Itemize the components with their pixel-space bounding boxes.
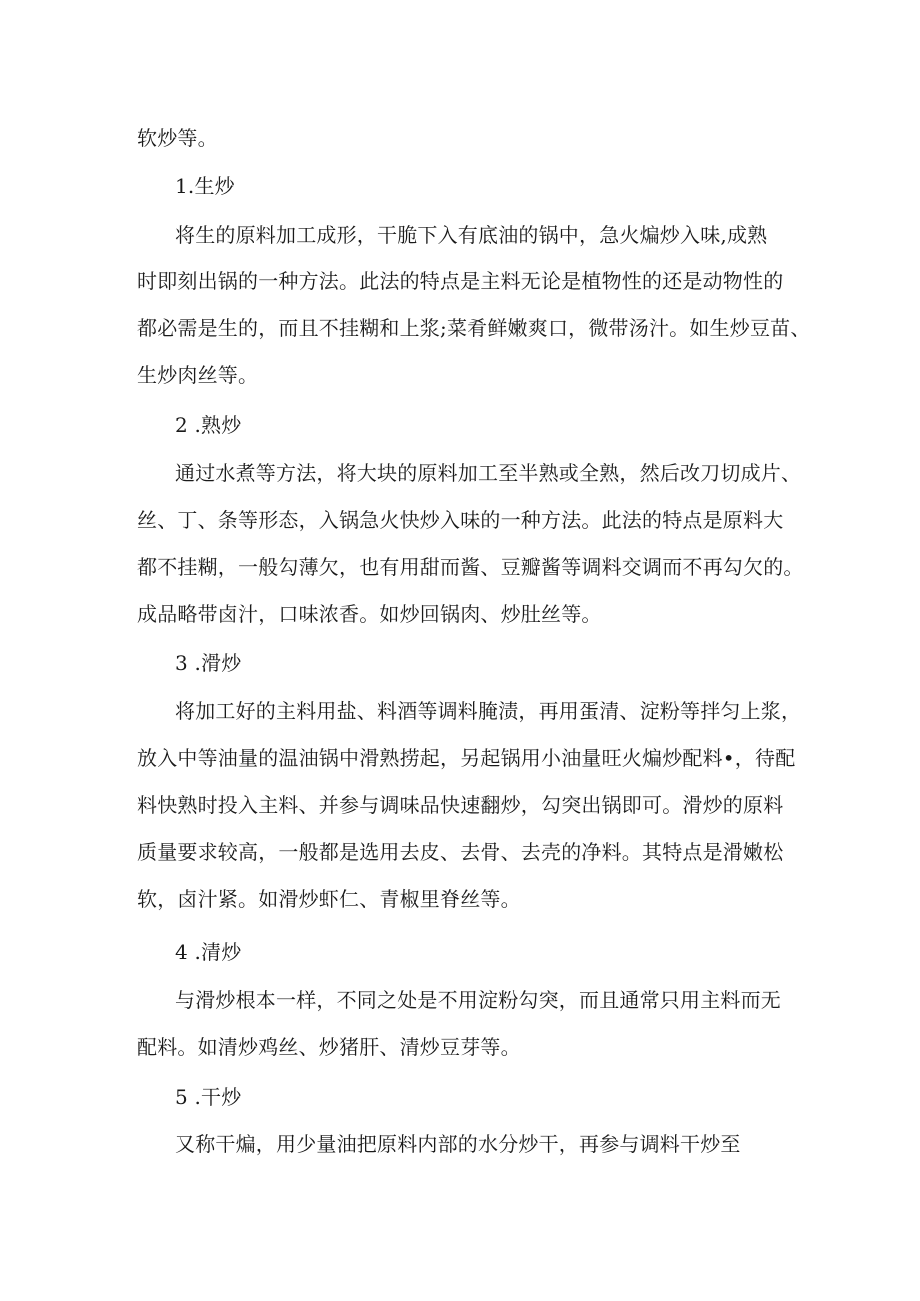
- paragraph-line: 将生的原料加工成形，干脆下入有底油的锅中，急火煸炒入味,成熟: [175, 223, 768, 247]
- paragraph-line: 配料。如清炒鸡丝、炒猪肝、清炒豆芽等。: [137, 1035, 521, 1059]
- section-heading: 3 .滑炒: [175, 651, 242, 675]
- paragraph-line: 软炒等。: [137, 126, 218, 150]
- paragraph-line: 成品略带卤汁，口味浓香。如炒回锅肉、炒肚丝等。: [137, 602, 602, 626]
- paragraph-line: 又称干煸，用少量油把原料内部的水分炒干，再参与调料干炒至: [175, 1132, 741, 1156]
- section-heading: 5 .干炒: [175, 1085, 242, 1109]
- paragraph-line: 丝、丁、条等形态，入锅急火快炒入味的一种方法。此法的特点是原料大: [137, 508, 784, 532]
- paragraph-line: 与滑炒根本一样，不同之处是不用淀粉勾突，而且通常只用主料而无: [175, 988, 781, 1012]
- paragraph-line: 软，卤汁紧。如滑炒虾仁、青椒里脊丝等。: [137, 887, 521, 911]
- paragraph-line: 生炒肉丝等。: [137, 363, 259, 387]
- paragraph-line: 质量要求较高，一般都是选用去皮、去骨、去壳的净料。其特点是滑嫩松: [137, 840, 784, 864]
- paragraph-line: 都不挂糊，一般勾薄欠，也有用甜而酱、豆瓣酱等调料交调而不再勾欠的。: [137, 555, 804, 579]
- paragraph-line: 放入中等油量的温油锅中滑熟捞起，另起锅用小油量旺火煸炒配料•，待配: [137, 746, 796, 770]
- section-heading: 4 .清炒: [175, 940, 242, 964]
- paragraph-line: 都必需是生的，而且不挂糊和上浆;菜肴鲜嫩爽口，微带汤汁。如生炒豆苗、: [137, 316, 811, 340]
- paragraph-line: 通过水煮等方法，将大块的原料加工至半熟或全熟，然后改刀切成片、: [175, 461, 802, 485]
- paragraph-line: 时即刻出锅的一种方法。此法的特点是主料无论是植物性的还是动物性的: [137, 269, 784, 293]
- paragraph-line: 将加工好的主料用盐、料酒等调料腌渍，再用蛋清、淀粉等拌匀上浆，: [175, 699, 802, 723]
- paragraph-line: 料快熟时投入主料、并参与调味品快速翻炒，勾突出锅即可。滑炒的原料: [137, 793, 784, 817]
- section-heading: 1.生炒: [175, 174, 235, 198]
- section-heading: 2 .熟炒: [175, 413, 242, 437]
